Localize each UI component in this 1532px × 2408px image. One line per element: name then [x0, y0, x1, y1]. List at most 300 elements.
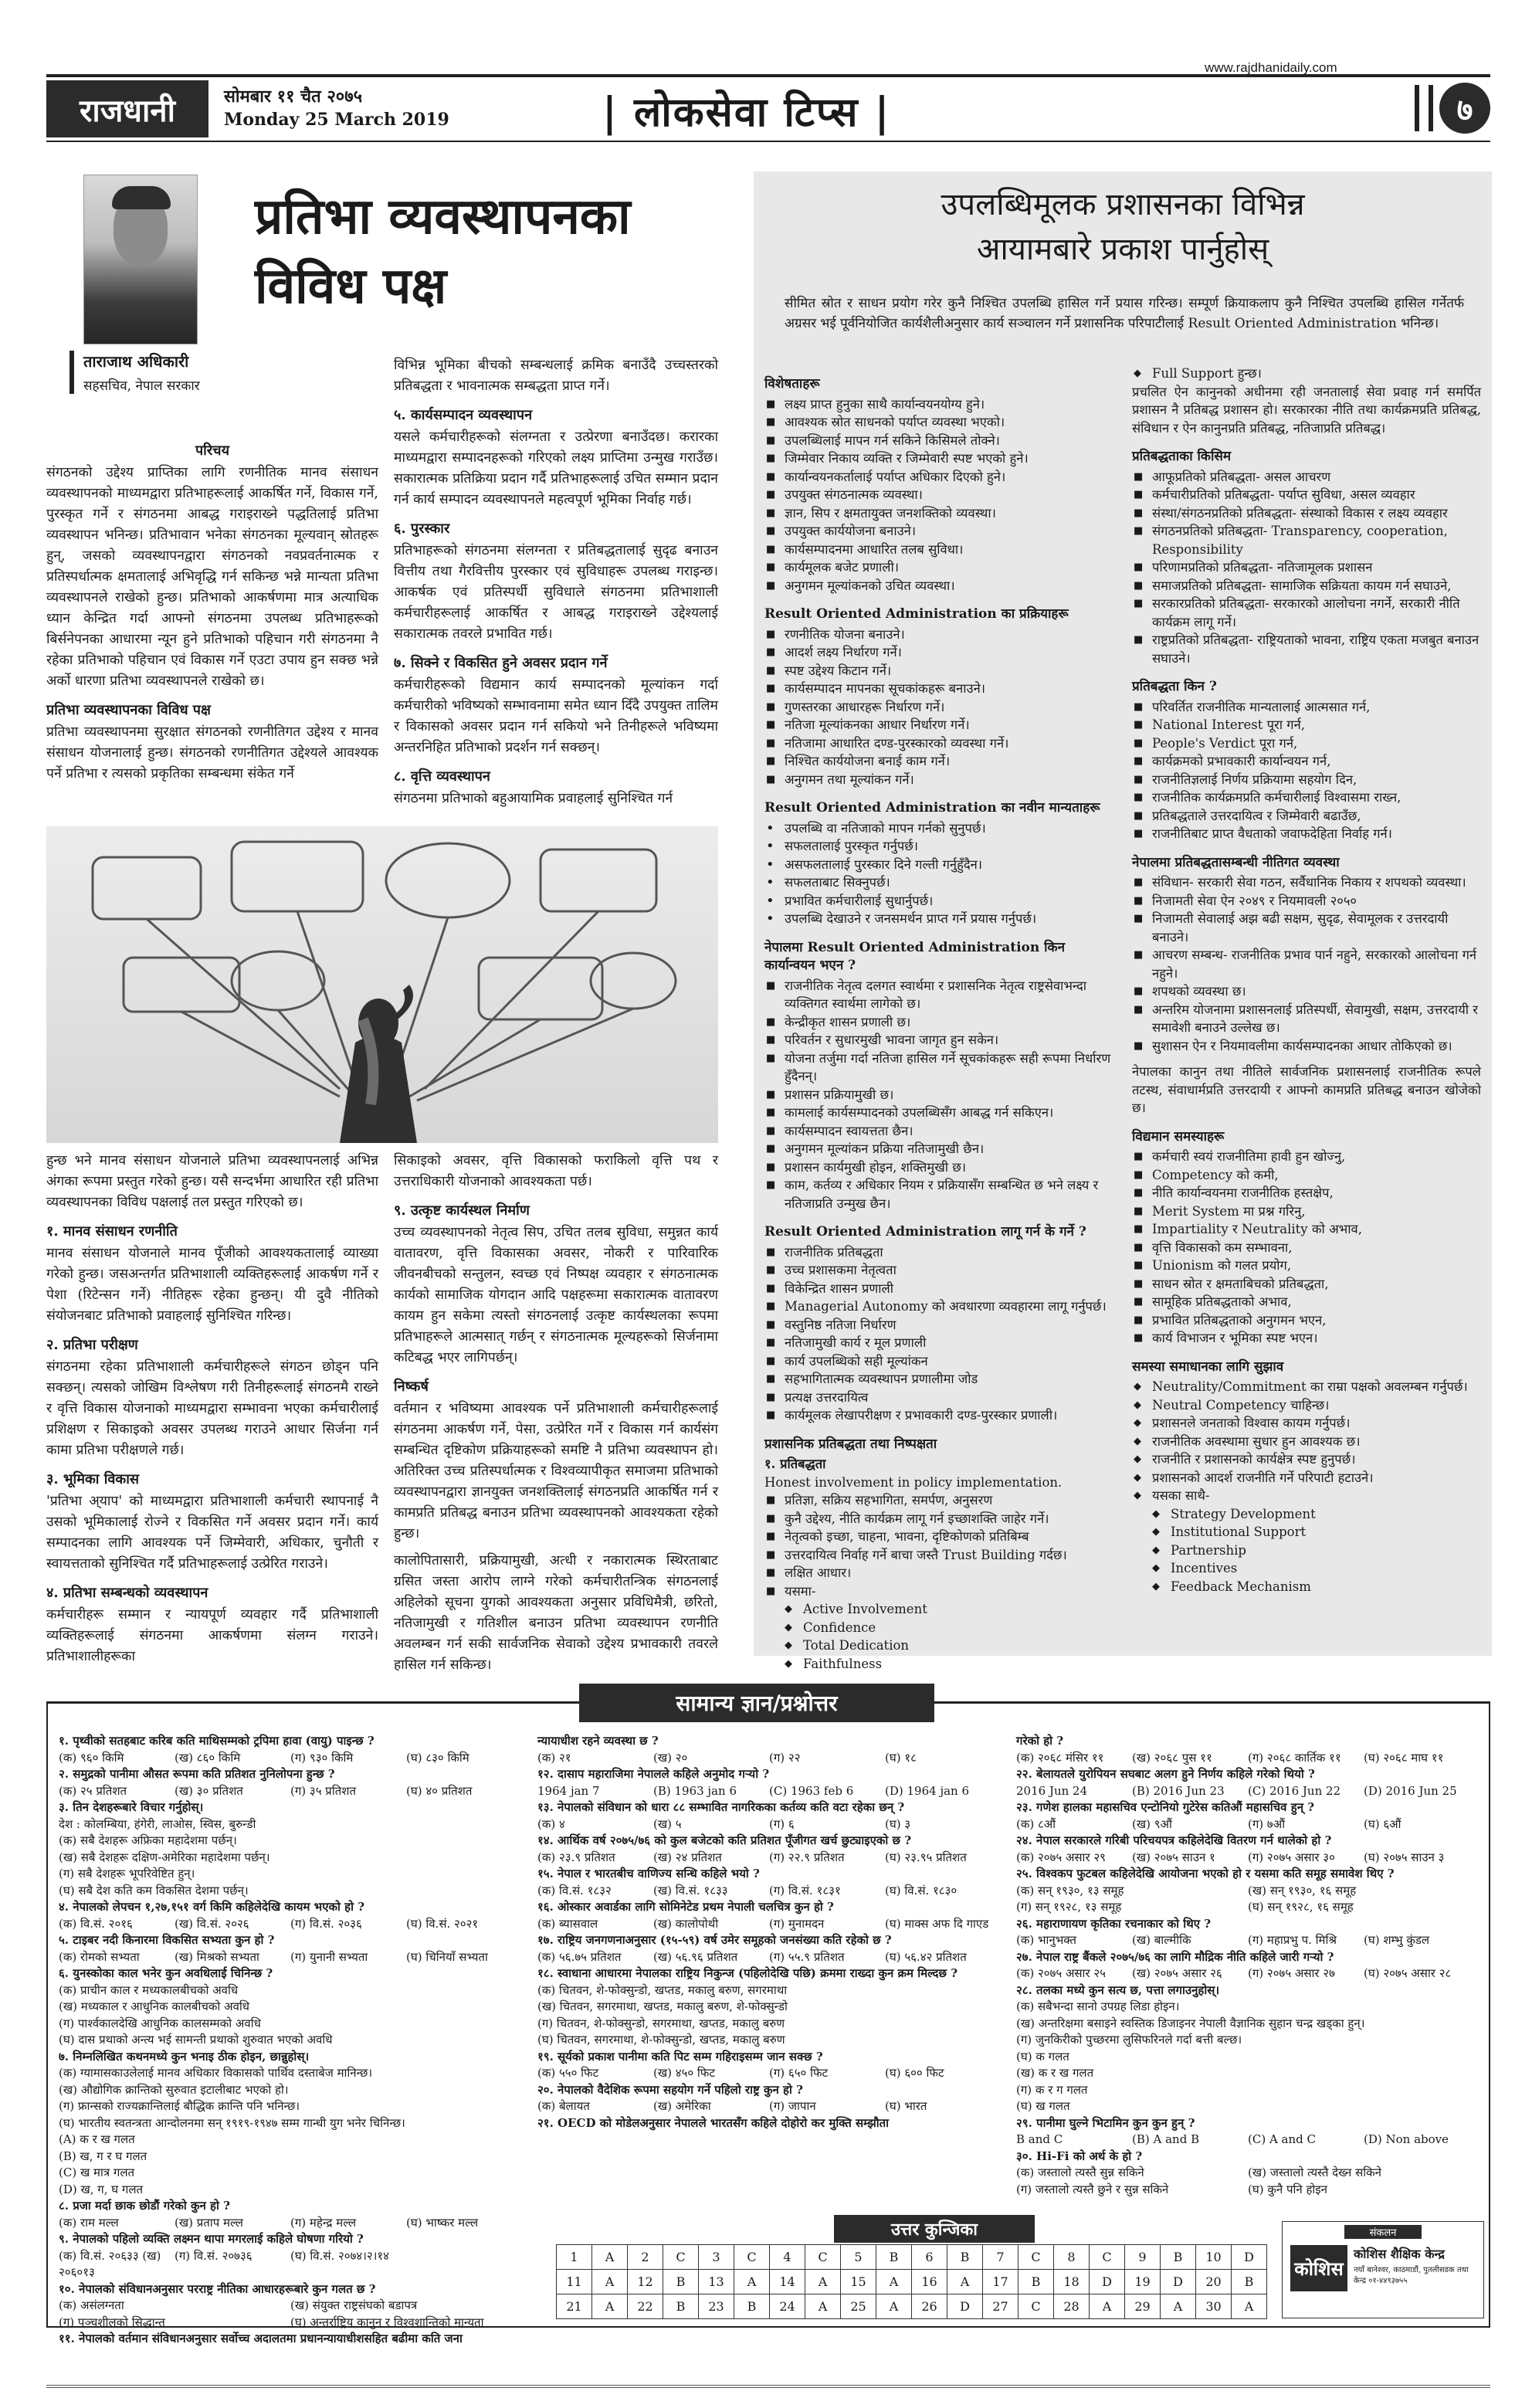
- right-article-box: [754, 171, 1492, 1671]
- gk-option: (ग) २२.९ प्रतिशत: [769, 1850, 845, 1864]
- list-item: ■ गुणस्तरका आधारहरू निर्धारण गर्ने।: [764, 698, 1112, 717]
- gk-option: (ग) सबै देशहरू भूपरिवेष्टित हुन्।: [59, 1867, 195, 1881]
- list-item: ■ उत्तरदायित्व निर्वाह गर्ने बाचा जस्तै Trust Building गर्दछ।: [764, 1546, 1112, 1565]
- gk-question: २८. तलका मध्ये कुन सत्य छ, पत्ता लगाउनुहोस्।: [1016, 1982, 1220, 1997]
- answer-key-title: उत्तर कुन्जिका: [834, 2215, 1035, 2243]
- gk-options: [59, 1783, 522, 1800]
- gk-option: (घ) शम्भु कुंडल: [1364, 1933, 1430, 1947]
- list-item: ■ निजामती सेवालाई अझ बढी सक्षम, सुदृढ, सेवामूलक र उत्तरदायी बनाउने।: [1132, 910, 1481, 946]
- answer-number: 5: [841, 2245, 876, 2270]
- answer-letter: A: [805, 2294, 841, 2319]
- gk-options: [537, 1883, 1001, 1900]
- gk-option: (C) ख मात्र गलत: [59, 2166, 135, 2179]
- gk-option: (ग) २२: [769, 1750, 801, 1765]
- list-item: ■ People's Verdict पूरा गर्न,: [1132, 734, 1481, 753]
- answer-letter: C: [734, 2245, 770, 2270]
- gk-option: (ख) २०६८ पुस ११: [1132, 1750, 1212, 1765]
- sponsor-label: संकलन: [1344, 2225, 1422, 2239]
- gk-option: (क) २०६८ मंसिर ११: [1016, 1750, 1104, 1765]
- list-item: ■ केन्द्रीकृत शासन प्रणाली छ।: [764, 1013, 1112, 1032]
- gk-column-2: [537, 1733, 1001, 2132]
- site-url[interactable]: www.rajdhanidaily.com: [1205, 60, 1337, 75]
- list-item: ■ उपयुक्त कार्ययोजना बनाउने।: [764, 522, 1112, 541]
- gk-option: (घ) भाष्कर मल्ल: [406, 2215, 479, 2230]
- answer-number: 13: [699, 2270, 734, 2294]
- answer-number: 23: [699, 2294, 734, 2319]
- gk-option: (घ) १८: [885, 1750, 917, 1765]
- list-item: ◆ राजनीति र प्रशासनको कार्यक्षेत्र स्पष्ट हुनुपर्छ।: [1132, 1450, 1481, 1469]
- list-item: ■ कार्य उपलब्धिको सही मूल्यांकन: [764, 1352, 1112, 1371]
- gk-options: [59, 2065, 522, 2198]
- gk-option: (B) A and B: [1132, 2132, 1200, 2146]
- subheading: प्रतिभा व्यवस्थापनका विविध पक्ष: [46, 702, 211, 718]
- list-item: ■ लक्ष्य प्राप्त हुनुका साथै कार्यान्वयनयोग्य हुने।: [764, 395, 1112, 414]
- answer-letter: C: [805, 2245, 841, 2270]
- gk-question: २७. नेपाल राष्ट्र बैंकले २०७५/७६ का लागि मौद्रिक नीति कहिले जारी गर्‍यो ?: [1016, 1949, 1334, 1964]
- gk-question: २५. विश्वकप फुटबल कहिलेदेखि आयोजना भएको हो र यसमा कति समूह समावेश थिए ?: [1016, 1867, 1395, 1881]
- gk-options: [59, 1916, 522, 1933]
- gk-options: [537, 1949, 1001, 1966]
- list-item: ■ उपयुक्त संगठनात्मक व्यवस्था।: [764, 486, 1112, 504]
- sponsor-name: कोशिस शैक्षिक केन्द्र: [1354, 2247, 1445, 2261]
- requirements-list: [764, 1243, 1112, 1425]
- gk-option: (क) भानुभक्त: [1016, 1933, 1076, 1947]
- gk-option: (घ) ५६.४२ प्रतिशत: [885, 1949, 967, 1964]
- paragraph: विभिन्न भूमिका बीचको सम्बन्धलाई क्रमिक बनाउँदै उच्चस्तरको प्रतिबद्धता र भावनात्मक सम्बद्धता प्राप्त गर्ने।: [394, 358, 718, 394]
- gk-option: (ख) बाल्मीकि: [1132, 1933, 1191, 1947]
- gk-option: (B) ख, ग र घ गलत: [59, 2149, 147, 2163]
- gk-option: (क) जस्तालो त्यस्तै सुन्न सकिने: [1016, 2166, 1144, 2179]
- process-list: [764, 626, 1112, 789]
- subheading: ६. पुरस्कार: [394, 521, 450, 537]
- gk-option: 1964 jan 7: [537, 1783, 600, 1798]
- new-values-list: [764, 819, 1112, 928]
- gk-option: (घ) ६औं: [1364, 1816, 1402, 1831]
- list-item: ◆ Partnership: [1151, 1541, 1481, 1560]
- list-item: ◆ Faithfulness: [783, 1655, 1112, 1674]
- subheading: ७. सिक्ने र विकसित हुने अवसर प्रदान गर्ने: [394, 655, 608, 671]
- gk-option: (क) असंलग्नता: [59, 2298, 124, 2312]
- gk-question: ६. युनस्कोका काल भनेर कुन अवधिलाई चिनिन्छ ?: [59, 1966, 273, 1980]
- gk-question: न्यायाधीश रहने व्यवस्था छ ?: [537, 1734, 659, 1748]
- list-item: ■ प्रतिबद्धताले उत्तरदायित्व र जिम्मेवारी बढाउँछ,: [1132, 807, 1481, 826]
- list-item: ◆ Active Involvement: [783, 1600, 1112, 1619]
- gk-option: (ग) सन् १९२८, १३ समूह: [1016, 1900, 1122, 1914]
- gk-option: (क) ५६.७५ प्रतिशत: [537, 1949, 622, 1964]
- gk-option: (क) चितवन, शे-फोक्सुन्डो, खप्तड, मकालु बरुण, सगरमाथा: [537, 1982, 788, 1997]
- list-item: ■ सामूहिक प्रतिबद्धताको अभाव,: [1132, 1293, 1481, 1311]
- answer-letter: B: [1232, 2270, 1267, 2294]
- list-item: ■ संगठनप्रतिको प्रतिबद्धता- Transparency, cooperation, Responsibility: [1132, 522, 1481, 558]
- gk-options: [1016, 1883, 1479, 1916]
- article-headline: [255, 182, 726, 321]
- gk-option: (ख) चितवन, सगरमाथा, खप्तड, मकालु बरुण, शे-फोक्सुन्डो: [537, 1999, 788, 2013]
- list-item: ■ वृत्ति विकासको कम सम्भावना,: [1132, 1239, 1481, 1257]
- answer-letter: A: [592, 2270, 628, 2294]
- answer-number: 18: [1054, 2270, 1090, 2294]
- list-item: ■ निजामती सेवा ऐन २०४९ र नियमावली २०५०: [1132, 892, 1481, 911]
- gk-option: 2016 Jun 24: [1016, 1783, 1088, 1798]
- gk-option: (क) ८औं: [1016, 1816, 1056, 1831]
- headline-line-2: विविध पक्ष: [255, 257, 447, 315]
- gk-option: (ख) २४ प्रतिशत: [653, 1850, 722, 1864]
- page-number: [1398, 77, 1490, 139]
- gk-option: (ख) जस्तालो त्यस्तै देख्न सकिने: [1248, 2166, 1381, 2179]
- answer-number: 9: [1125, 2245, 1161, 2270]
- problems-list: [1132, 1148, 1481, 1348]
- article-column-3: [46, 1151, 378, 1674]
- list-item: ◆ Feedback Mechanism: [1151, 1578, 1481, 1596]
- subheading: Result Oriented Administration लागू गर्न के गर्ने ?: [764, 1224, 1086, 1240]
- gk-option: (क) राम मल्ल: [59, 2215, 119, 2230]
- why-not-list: [764, 977, 1112, 1213]
- right-article-title: [754, 171, 1492, 287]
- subheading: Result Oriented Administration का नवीन मान्यताहरू: [764, 800, 1100, 816]
- article-column-1: [46, 432, 378, 791]
- answer-number: 26: [912, 2294, 947, 2319]
- gk-question: १५. नेपाल र भारतबीच वाणिज्य सन्धि कहिले भयो ?: [537, 1867, 760, 1881]
- gk-question: २. समुद्रको पानीमा औसत रूपमा कति प्रतिशत नुनिलोपना हुन्छ ?: [59, 1767, 335, 1781]
- sponsor-box: [1282, 2221, 1484, 2318]
- list-item: ■ राष्ट्रप्रतिको प्रतिबद्धता- राष्ट्रियताको भावना, राष्ट्रिय एकता मजबुत बनाउन सघाउने।: [1132, 631, 1481, 667]
- paragraph: संगठनमा रहेका प्रतिभाशाली कर्मचारीहरूले संगठन छोड्न पनि सक्छन्। त्यसको जोखिम विश्लेषण गरी तिनीहरूलाई संगठनमै राख्ने र वृत्ति विकास योजनाको माध्यमद्वारा सम्भावना भएका कर्मचारीलाई प्रशिक्षण र सिकाइको अवसर उपलब्ध गराउने आधार सिर्जना गर्न कामा प्रतिभा परीक्षणले गर्छ।: [46, 1359, 378, 1458]
- gk-option: (ख) २०७५ असार २६: [1132, 1966, 1222, 1980]
- commitment-sub-list: [783, 1600, 1112, 1673]
- subheading: प्रतिबद्धताका किसिम: [1132, 449, 1232, 464]
- list-item: ■ विकेन्द्रित शासन प्रणाली: [764, 1280, 1112, 1298]
- gk-option: (क) प्राचीन काल र मध्यकालबीचको अवधि: [59, 1982, 239, 1997]
- answer-number: 19: [1125, 2270, 1161, 2294]
- answer-number: 10: [1196, 2245, 1232, 2270]
- list-item: ■ लक्षित आधार।: [764, 1564, 1112, 1582]
- gk-option: (ग) महेन्द्र मल्ल: [290, 2215, 357, 2230]
- list-item: ■ प्रशासन प्रक्रियामुखी छ।: [764, 1086, 1112, 1104]
- gk-option: (ख) ५: [653, 1816, 682, 1831]
- gk-options: [59, 1982, 522, 2049]
- answer-number: 20: [1196, 2270, 1232, 2294]
- support-list: [1132, 365, 1481, 383]
- gk-option: (घ) सन् १९२८, १६ समूह: [1248, 1900, 1354, 1914]
- gk-option: (B) 1963 jan 6: [653, 1783, 737, 1798]
- list-item: ■ कार्यान्वयनकर्तालाई पर्याप्त अधिकार दिएको हुने।: [764, 468, 1112, 487]
- gk-options: [537, 2098, 1001, 2115]
- answer-key-table: [556, 2244, 1267, 2319]
- list-item: ■ संविधान- सरकारी सेवा गठन, सर्वैधानिक निकाय र शपथको व्यवस्था।: [1132, 873, 1481, 892]
- answer-number: 28: [1054, 2294, 1090, 2319]
- list-item: ■ नतिजामुखी कार्य र मूल प्रणाली: [764, 1334, 1112, 1352]
- list-item: ■ अनुगमन मूल्यांकन प्रक्रिया नतिजामुखी छैन।: [764, 1140, 1112, 1158]
- list-item: ■ अनुगमन तथा मूल्यांकन गर्ने।: [764, 771, 1112, 789]
- gk-option: (ग) जुनकिरीको पुच्छरमा लुसिफरिनले गर्दा बत्ती बल्छ।: [1016, 2033, 1242, 2047]
- gk-option: देश : कोलम्बिया, हंगेरी, लाओस, स्विस, बुरुन्डी: [59, 1816, 256, 1831]
- subheading: ३. भूमिका विकास: [46, 1471, 140, 1487]
- list-item: ■ परिवर्तन र सुधारमुखी भावना जागृत हुन सकेन।: [764, 1031, 1112, 1050]
- answer-number: 14: [770, 2270, 805, 2294]
- gk-question: ३०. Hi-Fi को अर्थ के हो ?: [1016, 2149, 1143, 2163]
- list-item: ■ कर्मचारी स्वयं राजनीतिमा हावी हुन खोज्नु,: [1132, 1148, 1481, 1166]
- gk-options: [59, 2215, 522, 2232]
- list-item: ■ नेतृत्वको इच्छा, चाहना, भावना, दृष्टिकोणको प्रतिबिम्ब: [764, 1528, 1112, 1546]
- list-item: ◆ Neutral Competency चाहिन्छ।: [1132, 1396, 1481, 1415]
- list-item: ■ उच्च प्रशासकमा नेतृत्वता: [764, 1261, 1112, 1280]
- answer-number: 30: [1196, 2294, 1232, 2319]
- gk-question: ५. टाइबर नदी किनारमा विकसित सभ्यता कुन हो ?: [59, 1933, 275, 1947]
- answer-letter: C: [1019, 2245, 1054, 2270]
- gk-options: [1016, 2132, 1479, 2149]
- subheading: ८. वृत्ति व्यवस्थापन: [394, 768, 490, 785]
- list-item: ■ राजनीतिबाट प्राप्त वैधताको जवाफदेहिता निर्वाह गर्न।: [1132, 825, 1481, 843]
- gk-option: (ग) वि.सं. १८३१: [769, 1883, 841, 1898]
- list-item: ◆ Institutional Support: [1151, 1523, 1481, 1541]
- gk-question: २४. नेपाल सरकारले गरिबी परिचयपत्र कहिलेदेखि वितरण गर्न थालेको हो ?: [1016, 1833, 1332, 1847]
- subheading: समस्या समाधानका लागि सुझाव: [1132, 1358, 1284, 1375]
- gk-option: (ख) मध्यकाल र आधुनिक कालबीचको अवधि: [59, 1999, 249, 2013]
- gk-options: [537, 1850, 1001, 1867]
- gk-option: (ख) ३० प्रतिशत: [175, 1783, 243, 1798]
- gk-question: १४. आर्थिक वर्ष २०७५/७६ को कुल बजेटको कति प्रतिशत पूँजीगत खर्च छुट्याइएको छ ?: [537, 1833, 912, 1847]
- paragraph: वर्तमान र भविष्यमा आवश्यक पर्ने प्रतिभाशाली कर्मचारीहरूलाई संगठनमा आकर्षण गर्ने, पेसा, उत्प्रेरित गर्ने र विकास गर्न कार्यसंग सम्बन्धित दृष्टिकोण प्रक्रियाहरूको समष्टि नै प्रतिभा व्यवस्थापन हो। अतिरिक्त उच्च प्रतिस्पर्धात्मक र विश्वव्यापीकृत समाजमा प्रतिभाको व्यवस्थापनद्वारा ज्ञानयुक्त जनशक्तिलाई संगठनप्रति आकर्षित गर्न र कामप्रति प्रतिबद्ध बनाउन प्रतिभा व्यवस्थापनको आवश्यकता रहेको हुन्छ।: [394, 1401, 718, 1541]
- gk-option: (B) 2016 Jun 23: [1132, 1783, 1225, 1798]
- paragraph: कर्मचारीहरू सम्मान र न्यायपूर्ण व्यवहार गर्दै प्रतिभाशाली व्यक्तिहरूलाई संगठनमा आकर्षणमा संलग्न गराउने। प्रतिभाशालीहरूका: [46, 1607, 378, 1664]
- article-column-2: [394, 355, 718, 816]
- gk-option: (ग) ९३० किमि: [290, 1750, 354, 1765]
- answer-letter: B: [663, 2294, 699, 2319]
- gk-option: (घ) वि.सं. २०७४।२।१४: [290, 2248, 389, 2263]
- dateline: [224, 85, 449, 131]
- gk-question: ४. नेपालको लेपचन १,२७,१५१ वर्ग किमि कहिलेदेखि कायम भएको हो ?: [59, 1900, 364, 1914]
- gk-options: [1016, 1816, 1479, 1833]
- answer-letter: D: [947, 2294, 983, 2319]
- gk-option: (घ) २०७५ असार २८: [1364, 1966, 1452, 1980]
- list-item: ■ Impartiality र Neutrality को अभाव,: [1132, 1220, 1481, 1239]
- divider-bars-icon: [1415, 85, 1433, 131]
- list-item: ◆ Neutrality/Commitment का राम्रा पक्षको अवलम्बन गर्नुपर्छ।: [1132, 1378, 1481, 1396]
- list-item: • सफलताबाट सिक्नुपर्छ।: [764, 873, 1112, 892]
- gk-option: (ख) ८६० किमि: [175, 1750, 241, 1765]
- gk-option: (ख) ९औं: [1132, 1816, 1172, 1831]
- list-item: ◆ Full Support हुन्छ।: [1132, 365, 1481, 383]
- gk-options: [537, 1916, 1001, 1933]
- answer-number: 12: [628, 2270, 663, 2294]
- answer-number: 6: [912, 2245, 947, 2270]
- list-item: ■ अनुगमन मूल्यांकनको उचित व्यवस्था।: [764, 577, 1112, 595]
- answer-letter: B: [876, 2245, 912, 2270]
- gk-title: सामान्य ज्ञान/प्रश्नोत्तर: [579, 1684, 934, 1722]
- why-commitment-list: [1132, 698, 1481, 843]
- list-item: ■ योजना तर्जुमा गर्दा नतिजा हासिल गर्ने सूचकांकहरू सही रूपमा निर्धारण हुँदैनन्।: [764, 1050, 1112, 1086]
- answer-letter: A: [876, 2270, 912, 2294]
- gk-option: (ख) मिश्रको सभ्यता: [175, 1949, 259, 1964]
- answer-letter: C: [1090, 2245, 1125, 2270]
- gk-option: (क) २५ प्रतिशत: [59, 1783, 127, 1798]
- list-item: ■ सरकारप्रतिको प्रतिबद्धता- सरकारको आलोचना नगर्ने, सरकारी नीति कार्यक्रम लागू गर्ने।: [1132, 595, 1481, 631]
- answer-letter: B: [1161, 2245, 1196, 2270]
- gk-question: २१. OECD को मोडेलअनुसार नेपालले भारतसँग कहिले दोहोरो कर मुक्ति सम्झौता: [537, 2115, 890, 2130]
- gk-option: (क) रोमको सभ्यता: [59, 1949, 140, 1964]
- answer-letter: B: [1019, 2270, 1054, 2294]
- subheading: १. प्रतिबद्धता: [764, 1457, 826, 1471]
- gk-option: (ख) २०: [653, 1750, 688, 1765]
- gk-option: (ख) प्रताप मल्ल: [175, 2215, 243, 2230]
- list-item: ◆ Strategy Development: [1151, 1505, 1481, 1524]
- paragraph: प्रतिभाहरूको संगठनमा संलग्नता र प्रतिबद्धतालाई सुदृढ बनाउन वित्तीय तथा गैरवित्तीय पुरस्कार एवं सुविधाहरू उपलब्ध गराइन्छ। आकर्षक एवं प्रतिस्पर्धी सुविधाले संगठनमा प्रतिभाशाली कर्मचारीहरूलाई आकर्षित र आबद्ध गराइराख्ने उद्देश्यलाई सकारात्मक तवरले प्रभावित गर्छ।: [394, 543, 718, 642]
- answer-letter: A: [947, 2270, 983, 2294]
- list-item: • सफलतालाई पुरस्कृत गर्नुपर्छ।: [764, 837, 1112, 856]
- list-item: • प्रभावित कर्मचारीलाई सुधार्नुपर्छ।: [764, 892, 1112, 911]
- gk-option: (A) क र ख गलत: [59, 2132, 135, 2146]
- gk-option: (क) ब्यासवाल: [537, 1916, 598, 1931]
- gk-option: (ख) वि.सं. १८३३: [653, 1883, 728, 1898]
- answer-letter: C: [1019, 2294, 1054, 2319]
- list-item: ■ अन्तरिम योजनामा प्रशासनलाई प्रतिस्पर्धी, सेवामुखी, सक्षम, उत्तरदायी र समावेशी बनाउने उल्लेख छ।: [1132, 1001, 1481, 1037]
- list-item: ■ परिवर्तित राजनीतिक मान्यतालाई आत्मसात गर्न,: [1132, 698, 1481, 717]
- gk-option: (क) २१: [537, 1750, 571, 1765]
- nepal-policy-list: [1132, 873, 1481, 1055]
- list-item: ■ कार्यक्रमको प्रभावकारी कार्यान्वयन गर्न,: [1132, 752, 1481, 771]
- list-item: ■ आवश्यक स्रोत साधनको पर्याप्त व्यवस्था भएको।: [764, 413, 1112, 432]
- answer-letter: A: [592, 2294, 628, 2319]
- list-item: ◆ प्रशासनको आदर्श राजनीति गर्ने परिपाटी हटाउने।: [1132, 1469, 1481, 1487]
- list-item: ■ कर्मचारीप्रतिको प्रतिबद्धता- पर्याप्त सुविधा, असल व्यवहार: [1132, 486, 1481, 504]
- author-role: सहसचिव, नेपाल सरकार: [83, 378, 200, 394]
- title-line-2: आयामबारे प्रकाश पार्नुहोस्: [976, 232, 1269, 267]
- gk-option: (ग) महाप्रभु प. मिश्रि: [1248, 1933, 1337, 1947]
- gk-options: [1016, 1932, 1479, 1949]
- gk-question: ९. नेपालको पहिलो व्यक्ति लक्ष्मन थापा मगरलाई कहिले घोषणा गरियो ?: [59, 2232, 364, 2246]
- gk-question: २२. बेलायतले युरोपियन सघबाट अलग हुने निर्णय कहिले गरेको थियो ?: [1016, 1767, 1315, 1781]
- gk-option: (घ) चितवन, सगरमाथा, शे-फोक्सुन्डो, खप्तड, मकालु बरुण: [537, 2033, 785, 2047]
- gk-option: (घ) माक्स अफ दि गाएड: [885, 1916, 989, 1931]
- answer-letter: D: [1090, 2270, 1125, 2294]
- subheading: परिचय: [195, 443, 230, 459]
- page-footer-rule: [46, 2385, 1490, 2388]
- list-item: ■ प्रत्यक्ष उत्तरदायित्व: [764, 1389, 1112, 1407]
- gk-option: (घ) २०७५ साउन ३: [1364, 1850, 1445, 1864]
- gk-option: (ख) सबै देशहरू दक्षिण-अमेरिका महादेशमा पर्छन्।: [59, 1850, 270, 1864]
- answer-number: 25: [841, 2294, 876, 2319]
- paragraph: सिकाइको अवसर, वृत्ति विकासको फराकिलो वृत्ति पथ र उत्तराधिकारी योजनाको आवश्यकता पर्छ।: [394, 1153, 718, 1189]
- list-item: ■ राजनीतिक नेतृत्व दलगत स्वार्थमा र प्रशासनिक नेतृत्व राष्ट्रसेवाभन्दा व्यक्तिगत स्वार्थमा लागेको छ।: [764, 977, 1112, 1013]
- gk-option: (घ) वि.सं. १८३०: [885, 1883, 958, 1898]
- answer-number: 11: [557, 2270, 592, 2294]
- gk-options: [537, 1816, 1001, 1833]
- paragraph: यसले कर्मचारीहरूको संलग्नता र उत्प्रेरणा बनाउँदछ। करारका माध्यमद्वारा सम्पादनहरूको गरिएको लक्ष्य प्राप्तिमा उन्मुख गराउँछ। सकारात्मक प्रतिक्रिया प्रदान गर्दै प्रतिभाहरूलाई उचित सम्मान प्रदान गर्न कार्य सम्पादन व्यवस्थापनले महत्वपूर्ण भूमिका निर्वाह गर्छ।: [394, 429, 718, 507]
- headline-line-1: प्रतिभा व्यवस्थापनका: [255, 188, 631, 246]
- gk-option: (क) ९६० किमि: [59, 1750, 124, 1765]
- list-item: ■ समाजप्रतिको प्रतिबद्धता- सामाजिक सक्रियता कायम गर्न सघाउने,: [1132, 577, 1481, 595]
- answer-row: [557, 2294, 1267, 2319]
- gk-question: १७. राष्ट्रिय जनगणनाअनुसार (१५-५९) वर्ष उमेर समूहको जनसंख्या कति रहेको छ ?: [537, 1933, 892, 1947]
- gk-options: [537, 1750, 1001, 1767]
- gk-option: (क) २०७५ असार २९: [1016, 1850, 1106, 1864]
- gk-option: (क) सबै देशहरू अफ्रिका महादेशमा पर्छन्।: [59, 1833, 237, 1847]
- gk-options: [59, 1949, 522, 1966]
- newspaper-logo: राजधानी: [46, 80, 208, 137]
- gk-option: (D) 1964 jan 6: [885, 1783, 970, 1798]
- gk-option: (ग) युनानी सभ्यता: [290, 1949, 368, 1964]
- gk-option: (क) २०७५ असार २५: [1016, 1966, 1106, 1980]
- paragraph: नेपालका कानुन तथा नीतिले सार्वजनिक प्रशासनलाई राजनीतिक रूपले तटस्थ, संवाधार्मप्रति उत्तरदायी र आफ्नो कामप्रति प्रतिबद्ध बनाउन खोजेको छ।: [1132, 1064, 1481, 1115]
- solutions-list: [1132, 1378, 1481, 1505]
- list-item: ■ Competency को कमी,: [1132, 1166, 1481, 1185]
- list-item: ■ निश्चित कार्ययोजना बनाई काम गर्ने।: [764, 752, 1112, 771]
- gk-question: १६. ओस्कार अवार्डका लागि सोमिनेटेड प्रथम नेपाली चलचित्र कुन हो ?: [537, 1900, 834, 1914]
- paragraph: प्रचलित ऐन कानुनको अधीनमा रही जनतालाई सेवा प्रवाह गर्न समर्पित प्रशासन नै प्रतिबद्ध प्रशासन हो। सरकारका नीति तथा कार्यक्रमप्रति प्रतिबद्ध, संविधान र ऐन कानुनप्रति प्रतिबद्ध, नतिजाप्रति प्रतिबद्ध।: [1132, 384, 1481, 436]
- speech-bubbles-illustration: [46, 826, 718, 1143]
- gk-options: [59, 2248, 522, 2281]
- gk-option: (ग) वि.सं. २०७३६: [175, 2248, 253, 2263]
- gk-option: (ग) ५५.९ प्रतिशत: [769, 1949, 845, 1964]
- subheading: प्रशासनिक प्रतिबद्धता तथा निष्पक्षता: [764, 1436, 937, 1452]
- gk-option: (ग) ६: [769, 1816, 795, 1831]
- subheading: निष्कर्ष: [394, 1379, 429, 1395]
- list-item: ■ आचरण सम्बन्ध- राजनीतिक प्रभाव पार्न नहुने, सरकारको आलोचना गर्न नहुने।: [1132, 946, 1481, 982]
- answer-letter: A: [592, 2245, 628, 2270]
- gk-question: २०. नेपालको वैदेशिक रूपमा सहयोग गर्ने पहिलो राष्ट्र कुन हो ?: [537, 2082, 803, 2097]
- answer-number: 24: [770, 2294, 805, 2319]
- list-item: ■ प्रभावित प्रतिबद्धताको अनुगमन भएन,: [1132, 1311, 1481, 1330]
- subheading: ९. उत्कृष्ट कार्यस्थल निर्माण: [394, 1202, 530, 1219]
- list-item: ■ राजनीतिक कार्यक्रमप्रति कर्मचारीलाई विश्वासमा राख्न,: [1132, 789, 1481, 807]
- list-item: • उपलब्धि देखाउने र जनसमर्थन प्राप्त गर्ने प्रयास गर्नुपर्छ।: [764, 910, 1112, 928]
- gk-option: (क) ४: [537, 1816, 565, 1831]
- list-item: ■ National Interest पूरा गर्न,: [1132, 716, 1481, 734]
- article-column-4: [394, 1151, 718, 1682]
- date-nepali: सोमबार ११ चैत २०७५: [224, 86, 363, 107]
- gk-option: (घ) कुनै पनि होइन: [1248, 2182, 1327, 2196]
- gk-option: (क) वि.सं. २०१६: [59, 1916, 133, 1931]
- answer-number: 21: [557, 2294, 592, 2319]
- gk-option: (ख) संयुक्त राष्ट्रसंघको बडापत्र: [290, 2298, 418, 2312]
- answer-letter: D: [1161, 2270, 1196, 2294]
- list-item: ■ साधन स्रोत र क्षमताबिचको प्रतिबद्धता,: [1132, 1275, 1481, 1294]
- gk-option: (घ) भारत: [885, 2099, 927, 2113]
- list-item: ■ आदर्श लक्ष्य निर्धारण गर्ने।: [764, 643, 1112, 662]
- answer-number: 1: [557, 2245, 592, 2270]
- gk-option: (घ) सबै देश कति कम विकसित देशमा पर्छन्।: [59, 1883, 249, 1898]
- gk-options: [59, 2298, 522, 2331]
- sponsor-address: नयाँ बानेश्वर, काठमाडौं, पुतलीसडक तथा केन्द्र ०१-४४९३७५५: [1354, 2266, 1469, 2285]
- gk-options: [1016, 1750, 1479, 1767]
- definition: Honest involvement in policy implementation.: [764, 1474, 1063, 1490]
- subheading: ५. कार्यसम्पादन व्यवस्थापन: [394, 407, 533, 423]
- gk-option: (ग) ६५० फिट: [769, 2066, 829, 2080]
- section-title: | लोकसेवा टिप्स |: [602, 89, 891, 136]
- gk-option: (ग) मुनामदन: [769, 1916, 825, 1931]
- list-item: ■ नतिजामा आधारित दण्ड-पुरस्कारको व्यवस्था गर्ने।: [764, 734, 1112, 753]
- gk-option: (ग) जस्तालो त्यस्तै छुने र सुन्न सकिने: [1016, 2182, 1169, 2196]
- gk-option: (ग) पञ्चशीलको सिद्धान्त: [59, 2315, 165, 2329]
- gk-question: १०. नेपालको संविधानअनुसार परराष्ट्र नीतिका आधारहरूबारे कुन गलत छ ?: [59, 2281, 376, 2296]
- list-item: ■ Unionism को गलत प्रयोग,: [1132, 1257, 1481, 1275]
- answer-letter: C: [663, 2245, 699, 2270]
- gk-option: (ग) जापान: [769, 2099, 816, 2113]
- gk-question: १. पृथ्वीको सतहबाट करिब कति माथिसम्मको ट्रपिमा हावा (वायु) पाइन्छ ?: [59, 1734, 375, 1748]
- answer-number: 3: [699, 2245, 734, 2270]
- answer-letter: B: [947, 2245, 983, 2270]
- subheading: प्रतिबद्धता किन ?: [1132, 679, 1217, 694]
- list-item: ■ कार्यमूलक बजेट प्रणाली।: [764, 558, 1112, 577]
- list-item: ◆ Confidence: [783, 1619, 1112, 1637]
- gk-option: (ख) क र ख गलत: [1016, 2066, 1094, 2080]
- list-item: ■ वस्तुनिष्ठ नतिजा निर्धारण: [764, 1316, 1112, 1335]
- answer-letter: D: [1232, 2245, 1267, 2270]
- gk-question: १८. स्वाधाना आधारमा नेपालका राष्ट्रिय निकुन्ज (पहिलोदेखि पछि) क्रममा राख्दा कुन क्रम मिल्दछ ?: [537, 1966, 958, 1980]
- answer-number: 2: [628, 2245, 663, 2270]
- list-item: ■ कुनै उद्देश्य, नीति कार्यक्रम लागू गर्न इच्छाशक्ति जाहेर गर्ने।: [764, 1510, 1112, 1528]
- gk-option: (ग) ३५ प्रतिशत: [290, 1783, 357, 1798]
- gk-options: [1016, 1783, 1479, 1800]
